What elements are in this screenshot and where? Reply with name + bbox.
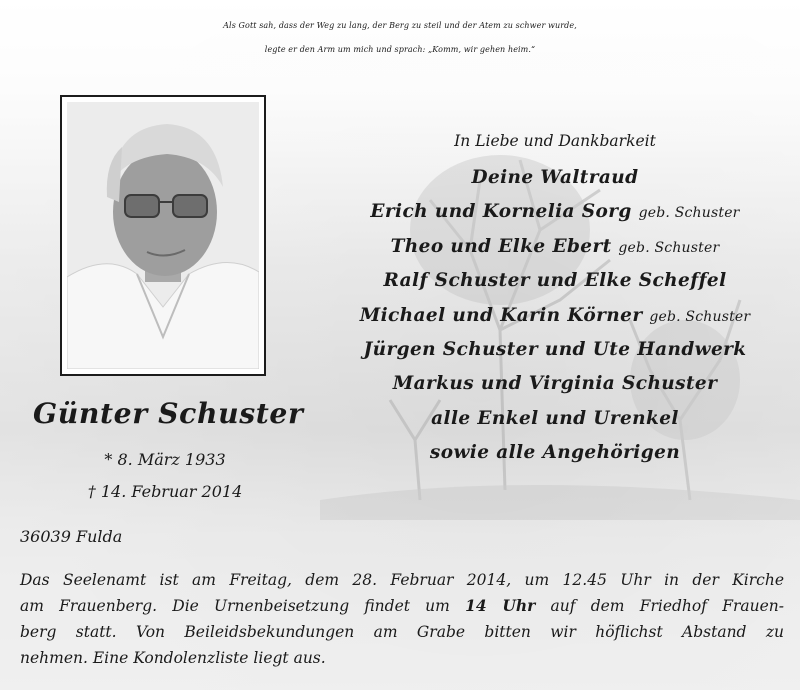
maiden-name-note: geb. Schuster: [649, 308, 751, 325]
quote-line-1: Als Gott sah, dass der Weg zu lang, der Berg zu steil und der Atem zu schwer wurde,: [223, 21, 577, 30]
mourner-name: Ralf Schuster und Elke Scheffel: [383, 270, 727, 292]
service-line-4: nehmen. Eine Kondolenzliste liegt aus.: [20, 649, 326, 667]
burial-time: 14 Uhr: [465, 596, 536, 615]
mourner-name: Erich und Kornelia Sorg: [370, 201, 632, 223]
birth-date: * 8. März 1933: [104, 450, 226, 469]
deceased-name: Günter Schuster: [33, 396, 304, 430]
mourner-name: Deine Waltraud: [471, 167, 639, 188]
service-line-2: [20, 593, 784, 619]
mourner-line: [318, 299, 792, 333]
mourner-name: Theo und Elke Ebert: [390, 235, 612, 257]
service-text: auf dem Friedhof Frauen-: [550, 597, 784, 615]
maiden-name-note: geb. Schuster: [618, 239, 720, 256]
mourner-name: Michael und Karin Körner: [359, 304, 643, 326]
service-information: [20, 567, 784, 671]
quote-line-2: legte er den Arm um mich und sprach: „Komm, wir gehen heim.“: [264, 45, 536, 54]
service-line-3: berg statt. Von Beileidsbekundungen am Grabe bitten wir höflichst Abstand zu: [20, 623, 784, 641]
mourners-list: [318, 131, 792, 471]
portrait-photo: [67, 102, 259, 369]
residence: 36039 Fulda: [20, 527, 123, 546]
mourner-line: [318, 333, 792, 367]
mourner-line: [318, 161, 792, 195]
mourner-name: Jürgen Schuster und Ute Handwerk: [363, 338, 747, 360]
opening-quote: [0, 14, 800, 62]
mourner-line: [318, 402, 792, 436]
maiden-name-note: geb. Schuster: [638, 205, 740, 222]
mourner-name: alle Enkel und Urenkel: [431, 407, 679, 429]
mourner-line: [318, 436, 792, 470]
mourner-line: [318, 367, 792, 401]
portrait-frame: [60, 95, 266, 376]
service-text: am Frauenberg. Die Urnenbeisetzung findet um: [20, 597, 450, 615]
mourner-line: [318, 264, 792, 298]
service-line-1: Das Seelenamt ist am Freitag, dem 28. Februar 2014, um 12.45 Uhr in der Kirche: [20, 571, 784, 589]
mourner-name: sowie alle Angehörigen: [429, 442, 681, 464]
mourner-line: [318, 230, 792, 264]
mourner-name: Markus und Virginia Schuster: [392, 373, 718, 395]
mourner-line: [318, 195, 792, 229]
death-date: † 14. Februar 2014: [87, 482, 243, 501]
mourners-intro: In Liebe und Dankbarkeit: [454, 132, 656, 150]
